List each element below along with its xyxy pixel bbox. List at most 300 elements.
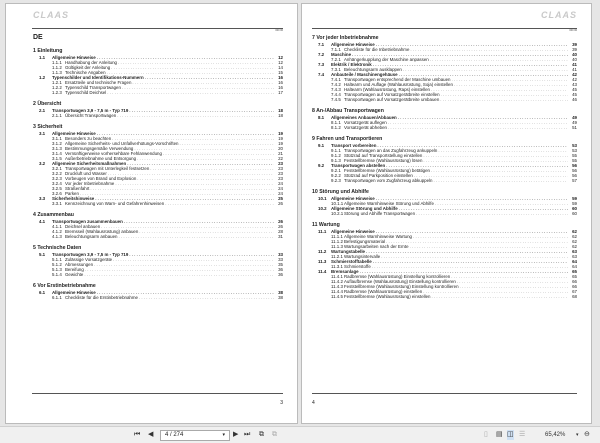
paste-page-icon[interactable]: ⧉ [272,431,277,438]
toc-entry-number: 5.1.2 [52,262,62,267]
toc-entry[interactable] [312,97,577,102]
toc-section [312,221,577,299]
toc-entry-number: 3.1.1 [52,136,62,141]
toc-entry-page: 36 [278,272,283,277]
toc-entry-number: 9.1 [318,143,325,148]
toc-entry-number: 11.4 [318,269,327,274]
toc-chapter-heading[interactable]: 10 Störung und Abhilfe [312,189,369,195]
toc-entry-title: Checkliste für die Inbetriebnahme [344,47,410,52]
toc-entry-number: 9.2 [318,163,325,168]
toc-leader-dots [431,294,568,299]
toc-entry-title: Allgemeine Hinweise [331,229,375,234]
toc-entry-page: 63 [572,249,577,254]
toc-entry-title: Transportwagen vom Zugfahrzeug abkuppeln [344,178,433,183]
toc-entry-title: Anhängerkupplung der Maschine anpassen [344,57,429,62]
toc-entry-page: 33 [278,252,283,257]
toc-entry-title: Deichsel anbauen [65,224,101,229]
toc-section [312,34,577,102]
toc-entry-page: 26 [278,201,283,206]
toc-entry-title: Sicherheitshinweise [52,196,95,201]
toc-entry-title: Befestigungsmaterial [344,239,386,244]
toc-entry-page: 49 [572,120,577,125]
toc-leader-dots [118,234,274,239]
toc-entry-number: 11.3.1 [331,264,343,269]
toc-entry-page: 18 [278,113,283,118]
toc-entry-title: Bremsseil (Wahlausrüstung) anbauen [65,229,139,234]
toc-entry-number: 1.2.3 [52,90,62,95]
toc-entry-page: 14 [278,65,283,70]
toc-entry-number: 3.3 [39,196,46,201]
toc-entry-page: 42 [572,77,577,82]
toc-chapter-heading[interactable]: 5 Technische Daten [33,245,82,251]
toc-entry[interactable] [33,234,283,239]
toc-entry-title: Radbremse (Wahlausrüstung) einstellen [344,289,423,294]
toc-entry-number: 3.2.2 [52,171,62,176]
viewer-toolbar [0,426,600,443]
toc-entry-page: 55 [572,153,577,158]
toc-entry-title: Wartungstabelle [331,249,365,254]
toc-entry-title: Feststellbremse (Wahlausrüstung) einstellen [344,294,431,299]
toc-entry-title: Bestimmungsgemäße Verwendung [65,146,134,151]
toc-entry-number: 10.1.1 [331,201,344,206]
toc-entry-title: Straßenfahrt [65,186,90,191]
toc-entry-page: 65 [572,274,577,279]
toc-entry-page: 49 [572,115,577,120]
toc-leader-dots [433,178,568,183]
toc-entry-title: Transportwagen auf Vorsatzgerätbreite einstellen [344,92,440,97]
toc-entry-page: 12 [278,55,283,60]
toc-entry-page: 19 [278,131,283,136]
toc-entry-title: Transport vorbereiten [331,143,377,148]
toc-leader-dots [117,113,274,118]
toc-entry-number: 11.1 [318,229,327,234]
toc-entry-number: 8.1.1 [331,120,341,125]
toc-entry-page: 64 [572,259,577,264]
toc-entry[interactable] [312,211,577,216]
toc-entry-page: 62 [572,239,577,244]
toc-entry-title: Vernünftigerweise vorhersehbare Fehlanwendung [65,151,162,156]
toc-entry-number: 9.2.3 [331,178,341,183]
toc-entry-title: Stützrad auf Transportstellung einstellen [344,153,423,158]
toc-entry-page: 40 [572,57,577,62]
toc-entry-number: 11.3 [318,259,327,264]
toc-entry-number: 3.2.3 [52,176,62,181]
toc-entry-number: 1.1.3 [52,70,62,75]
toc-entry-title: Gültigkeit der Anleitung [65,65,111,70]
toc-entry-page: 33 [278,257,283,262]
toc-entry-title: Druckluft und Wasser [65,171,107,176]
toc-leader-dots [84,272,274,277]
toc-entry-title: Abmessungen [65,262,94,267]
toc-chapter-heading[interactable]: 7 Vor jeder Inbetriebnahme [312,35,379,41]
doc-code: 000 00 [275,29,283,32]
toc-section [33,211,283,239]
toc-entry-number: 7.4.2 [331,82,341,87]
doc-code: 000 00 [569,29,577,32]
toc-entry-title: Typenschilder und Identifikations-Nummern [52,75,144,80]
toc-entry-page: 38 [278,290,283,295]
toc-entry-number: 7.1 [318,42,325,47]
toc-entry-page: 26 [278,224,283,229]
toc-entry-number: 11.2.1 [331,254,343,259]
toc-entry-title: Allgemeine Sicherheits- und Unfallverhütungs-Vorschriften [65,141,179,146]
toc-entry-page: 24 [278,181,283,186]
toc-entry-number: 2.1 [39,108,46,113]
toc-entry-page: 53 [572,143,577,148]
toc-entry-number: 10.2 [318,206,327,211]
toc-entry-page: 60 [572,206,577,211]
toc-entry-title: Stützrad auf Parkposition einstellen [344,173,413,178]
toc-entry-page: 67 [572,289,577,294]
toc-entry-page: 21 [278,151,283,156]
toc-entry-title: Transportwagen abstellen [331,163,386,168]
toc-entry-number: 4.1 [39,219,46,224]
toc-entry-page: 41 [572,67,577,72]
toc-entry-page: 40 [572,52,577,57]
toc-entry-number: 3.3.1 [52,201,62,206]
toc-entry-title: Allgemeine Hinweise [52,290,96,295]
toc-entry-page: 35 [278,262,283,267]
toc-entry-page: 46 [572,97,577,102]
toc-entry-number: 1.2.2 [52,85,62,90]
toc-chapter-heading[interactable]: 1 Einleitung [33,48,63,54]
toc-entry-page: 56 [572,168,577,173]
toc-entry-title: Besonders zu beachten [65,136,112,141]
toc-entry-number: 4.1.3 [52,234,62,239]
toc-entry-page: 39 [572,42,577,47]
toc-entry-number: 5.1.1 [52,257,62,262]
toc-entry-page: 62 [572,229,577,234]
page-number-input[interactable] [160,430,230,441]
toc-entry-number: 8.1.2 [331,125,341,130]
toc-entry-page: 24 [278,191,283,196]
language-heading: DE [33,34,43,41]
toc-entry-title: Typenschild Deichsel [65,90,107,95]
toc-entry-page: 36 [278,267,283,272]
toc-entry-number: 7.4.4 [331,92,341,97]
toc-entry-number: 3.1 [39,131,46,136]
toc-entry-title: Wartungsintervalle [344,254,381,259]
toc-entry-page: 23 [278,161,283,166]
last-page-icon[interactable]: ⏭ [244,431,251,438]
copy-page-icon[interactable]: ⧉ [259,431,264,438]
zoom-out-icon[interactable]: ⊖ [584,431,590,438]
toc-entry-title: Auflaufbremse (Wahlausrüstung) Einstellung kontrollieren [344,279,456,284]
toc-entry-page: 45 [572,87,577,92]
toc-entry-page: 23 [278,166,283,171]
toc-entry-page: 62 [572,244,577,249]
toc-entry-title: Feststellbremse (Wahlausrüstung) lösen [344,158,423,163]
toc-entry-number: 1.2 [39,75,46,80]
toc-entry-number: 3.2.5 [52,186,62,191]
toc-entry[interactable] [33,272,283,277]
toc-entry-title: Haltearm und Auflage (Wahlausrüstung, Soja) einstellen [344,82,453,87]
toc-entry-page: 45 [572,92,577,97]
first-page-icon[interactable]: ⏮ [134,431,141,438]
toc-entry-page: 16 [278,85,283,90]
footer-divider [312,393,577,394]
toc-entry-title: Handhabung der Anleitung [65,60,117,65]
toc-entry-page: 12 [278,60,283,65]
two-page-continuous-icon[interactable]: ☰ [519,431,526,438]
toc-entry-title: Checkliste für die Erstinbetriebnahme [65,295,138,300]
toc-entry-number: 9.1.1 [331,148,341,153]
toc-entry[interactable] [33,113,283,118]
toc-entry-number: 3.2.4 [52,181,62,186]
toc-chapter-heading[interactable]: 9 Fahren und Transportieren [312,136,383,142]
previous-page-icon[interactable]: ◀ [148,431,154,438]
toc-entry-page: 25 [278,196,283,201]
toc-entry-number: 11.1.2 [331,239,343,244]
toc-entry-number: 9.2.1 [331,168,341,173]
toc-entry-title: Wartungsarbeiten nach der Ernte [344,244,409,249]
zoom-dropdown-icon[interactable]: ▾ [576,432,579,438]
toc-entry-page: 19 [278,141,283,146]
toc-entry-title: Gewichte [65,272,84,277]
page-number: 3 [280,400,283,406]
toc-entry-title: Allgemeine Störung und Abhilfe [331,206,398,211]
toc-entry-page: 59 [572,201,577,206]
toc-entry-page: 38 [278,295,283,300]
toc-entry-number: 7.3.1 [331,67,341,72]
toc-section [33,100,283,118]
toc-section [33,123,283,206]
toc-entry-number: 11.4.2 [331,279,343,284]
toc-entry-number: 1.1 [39,55,46,60]
toc-entry-page: 63 [572,254,577,259]
toc-entry-number: 5.1.4 [52,272,62,277]
toc-entry-title: Allgemeine Hinweise [52,131,96,136]
toc-entry-title: Allgemeine Warnhinweise Wartung [344,234,413,239]
toc-entry-number: 9.1.3 [331,158,341,163]
toc-entry[interactable] [33,201,283,206]
toc-entry-number: 11.2 [318,249,327,254]
toc-entry-title: Allgemeine Hinweise [331,196,375,201]
toc-section [33,244,283,277]
claas-logo: CLAAS [33,10,69,20]
header-divider [32,28,283,29]
toc-entry-page: 24 [278,186,283,191]
toc-entry-number: 3.1.3 [52,146,62,151]
toc-entry[interactable] [312,294,577,299]
toc-entry-page: 43 [572,82,577,87]
toc-entry-number: 3.1.4 [52,151,62,156]
toc-entry-title: Vorbeugen von Brand und Explosion [65,176,137,181]
toc-entry-page: 31 [278,234,283,239]
toc-entry-number: 4.1.2 [52,229,62,234]
toc-entry-page: 59 [572,196,577,201]
toc-entry-number: 9.2.2 [331,173,341,178]
toc-entry-number: 11.1.1 [331,234,343,239]
toc-entry-title: Parken [65,191,79,196]
toc-chapter-heading[interactable]: 2 Übersicht [33,101,62,107]
continuous-view-icon[interactable]: ▤ [496,431,503,438]
toc-entry-page: 28 [278,229,283,234]
toc-entry-title: Transportwagen entsprechend der Maschine umbauen [344,77,451,82]
toc-entry-title: Bereifung [65,267,84,272]
toc-entry-page: 60 [572,211,577,216]
toc-entry-number: 9.1.2 [331,153,341,158]
toc-entry[interactable] [33,90,283,95]
toc-entry-title: Anbauteile / Maschinengehäuse [331,72,398,77]
toc-entry-page: 68 [572,294,577,299]
toc-entry-title: Transportwagen 3,9 - 7,5 m - Typ 719 [52,252,129,257]
toc-entry-page: 53 [572,148,577,153]
toc-entry-number: 11.4.1 [331,274,343,279]
toc-entry-number: 7.2 [318,52,325,57]
toc-entry-number: 11.4.3 [331,284,343,289]
toc-entry-number: 11.4.5 [331,294,343,299]
toc-entry-title: Beleuchtungsarm anbauen [65,234,118,239]
toc-entry-title: Technische Angaben [65,70,106,75]
toc-entry-number: 4.1.1 [52,224,62,229]
toc-entry-title: Vor jeder Inbetriebnahme [65,181,115,186]
toc-entry-number: 1.1.2 [52,65,62,70]
toc-entry-title: Typenschild Transportwagen [65,85,121,90]
toc-entry-number: 7.1.1 [331,47,341,52]
toc-section [33,47,283,95]
toc-entry-page: 62 [572,234,577,239]
toc-leader-dots [107,90,274,95]
toc-entry-title: Bremsanlage [331,269,359,274]
toc-chapter-heading[interactable]: 3 Sicherheit [33,124,63,130]
table-of-contents [312,29,577,299]
toc-entry-number: 5.1 [39,252,46,257]
toc-entry-title: Allgemeine Hinweise [52,55,96,60]
toc-entry-number: 1.1.1 [52,60,62,65]
toc-entry-page: 64 [572,264,577,269]
toc-entry-page: 55 [572,158,577,163]
toc-entry-number: 3.1.2 [52,141,62,146]
toc-entry-number: 3.2.6 [52,191,62,196]
toc-entry-title: Elektrik / Elektronik [331,62,372,67]
toc-entry-number: 7.4.1 [331,77,341,82]
toc-chapter-heading[interactable]: 8 An-/Abbau Transportwagen [312,108,384,114]
toc-entry-page: 18 [278,108,283,113]
toc-entry-title: Feststellbremse (Wahlausrüstung) Einstellung kontrollieren [344,284,459,289]
table-of-contents [33,42,283,300]
toc-entry-page: 66 [572,284,577,289]
toc-entry-title: Allgemeines Anbauen/Abbauen [331,115,397,120]
toc-entry-title: Außerbetriebnahme und Entsorgung [65,156,137,161]
toc-leader-dots [139,295,274,300]
chevron-down-icon[interactable]: ▾ [222,432,225,438]
toc-entry-page: 15 [278,70,283,75]
toc-entry-title: Transportwagen mit Unterlegkeil festsetzen [65,166,150,171]
toc-entry-page: 19 [278,136,283,141]
toc-entry-title: Vorsatzgerät auflegen [344,120,387,125]
toc-section [312,135,577,183]
two-page-view-icon[interactable]: ◫ [507,431,514,438]
toc-entry-title: Feststellbremse (Wahlausrüstung) betätigen [344,168,430,173]
toc-entry[interactable] [312,178,577,183]
toc-entry-page: 17 [278,90,283,95]
page-number-value: 4 / 274 [165,432,184,438]
next-page-icon[interactable]: ▶ [233,431,239,438]
toc-entry-page: 26 [278,219,283,224]
toc-entry-page: 57 [572,178,577,183]
toc-entry-number: 1.2.1 [52,80,62,85]
toc-entry-number: 8.1 [318,115,325,120]
toc-entry-title: Übersicht Transportwagen [65,113,117,118]
toc-entry-title: Transportwagen an das Zugfahrzeug ankuppeln [344,148,438,153]
single-page-view-icon[interactable]: ▯ [484,431,488,438]
zoom-level[interactable]: 65,42% [545,432,566,438]
toc-entry-page: 23 [278,171,283,176]
toc-entry-number: 5.1.3 [52,267,62,272]
toc-entry-page: 56 [572,173,577,178]
toc-entry-page: 41 [572,62,577,67]
toc-entry-title: Transportwagen 3,9 - 7,5 m - Typ 719 [52,108,129,113]
toc-entry-number: 6.1 [39,290,46,295]
toc-entry-page: 66 [572,279,577,284]
toc-chapter-heading[interactable]: 6 Vor Erstinbetriebnahme [33,283,96,289]
toc-entry-page: 22 [278,156,283,161]
toc-entry-page: 23 [278,176,283,181]
toc-entry-page: 16 [278,80,283,85]
toc-entry-title: Haltearm (Wahlausrüstung, Raps) einstellen [344,87,430,92]
toc-entry-title: Vorsatzgerät abheben [344,125,387,130]
toc-entry-page: 42 [572,72,577,77]
toc-entry-number: 11.1.3 [331,244,343,249]
toc-entry-page: 39 [572,47,577,52]
toc-entry-number: 3.2.1 [52,166,62,171]
toc-entry-page: 56 [572,163,577,168]
toc-entry-page: 51 [572,125,577,130]
toc-entry-number: 2.1.1 [52,113,62,118]
toc-entry-number: 3.2 [39,161,46,166]
toc-section [312,188,577,216]
footer-divider [32,393,283,394]
toc-entry-number: 7.2.1 [331,57,341,62]
toc-entry[interactable] [33,295,283,300]
toc-entry-title: Allgemeine Hinweise [331,42,375,47]
toc-entry-number: 6.1.1 [52,295,62,300]
toc-entry-title: Transportwagen auf Vorsatzgerätbreite umbauen [344,97,440,102]
toc-entry[interactable] [312,125,577,130]
toc-entry-number: 3.1.5 [52,156,62,161]
toc-entry-title: Radbremse (Wahlausrüstung) Einstellung kontrollieren [344,274,451,279]
toc-leader-dots [388,125,568,130]
toc-entry-title: Schmierstofftabelle [331,259,372,264]
toc-entry-page: 65 [572,269,577,274]
toc-entry-number: 11.4.4 [331,289,343,294]
toc-leader-dots [416,211,568,216]
toc-entry-title: Störung und Abhilfe Transportwagen [344,211,416,216]
toc-entry-number: 7.4.5 [331,97,341,102]
toc-entry-title: Zulässige Vorsatzgeräte [65,257,113,262]
toc-leader-dots [165,201,274,206]
toc-chapter-heading[interactable]: 11 Wartung [312,222,340,228]
toc-entry-title: Beleuchtungsarm ausklappen [344,67,402,72]
toc-entry-number: 7.4.3 [331,87,341,92]
toc-entry-title: Allgemeine Sicherheitsmaßnahmen [52,161,127,166]
toc-chapter-heading[interactable]: 4 Zusammenbau [33,212,74,218]
claas-logo: CLAAS [541,10,577,20]
toc-entry-number: 7.4 [318,72,325,77]
toc-entry-title: Maschine [331,52,352,57]
pdf-page-4 [301,3,592,424]
toc-entry-title: Ersatzteile und technische Fragen [65,80,132,85]
toc-entry-title: Transportwagen zusammenbauen [52,219,123,224]
toc-entry-number: 7.3 [318,62,325,67]
toc-entry-title: Schmierstoffe [344,264,371,269]
toc-section [312,107,577,130]
toc-section [33,282,283,300]
toc-leader-dots [440,97,568,102]
toc-entry-title: Kennzeichnung von Warn- und Gefahrenhinweisen [65,201,165,206]
toc-entry-title: Allgemeine Warnhinweise Störung und Abhilfe [344,201,434,206]
